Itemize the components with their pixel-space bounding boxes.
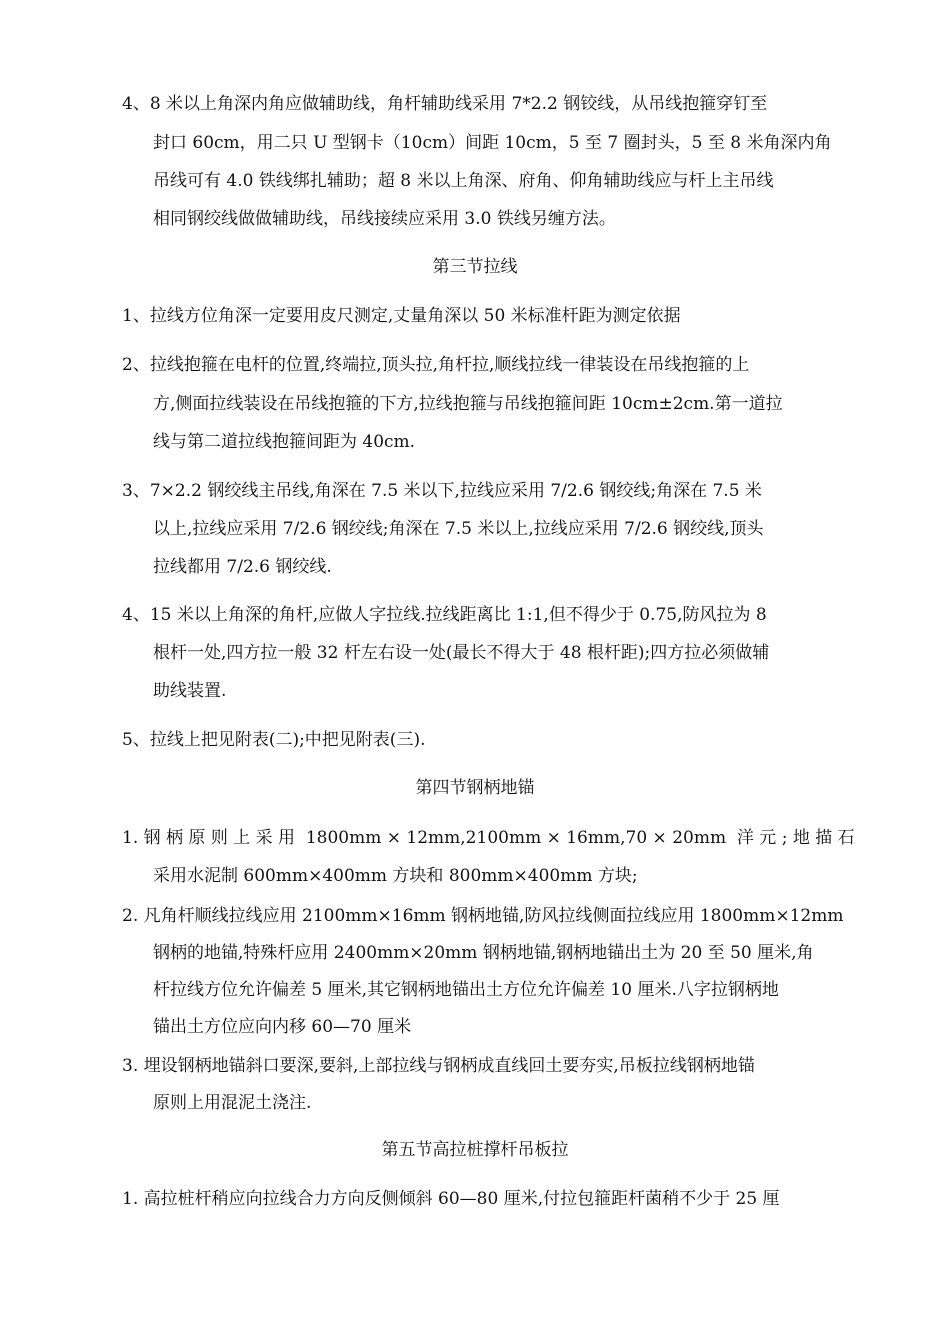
text-line: 根杆一处,四方拉一般 32 杆左右设一处(最长不得大于 48 根杆距);四方拉必须做辅 xyxy=(153,643,770,663)
text-line: 2、拉线抱箍在电杆的位置,终端拉,顶头拉,角杆拉,顺线拉线一律装设在吊线抱箍的上 xyxy=(122,355,750,375)
text-line: 5、拉线上把见附表(二);中把见附表(三). xyxy=(122,730,426,750)
text-line: 封口 60cm，用二只 U 型钢卡（10cm）间距 10cm，5 至 7 圈封头，5 至 8 米角深内角 xyxy=(153,133,832,153)
text-line: 拉线都用 7/2.6 钢绞线. xyxy=(153,557,332,577)
text-line: 钢柄的地锚,特殊杆应用 2400mm×20mm 钢柄地锚,钢柄地锚出土为 20 至 50 厘米,角 xyxy=(153,943,814,963)
text-line: 4、8 米以上角深内角应做辅助线，角杆辅助线采用 7*2.2 钢铰线，从吊线抱箍穿钉至 xyxy=(122,94,768,114)
text-line: 4、15 米以上角深的角杆,应做人字拉线.拉线距离比 1:1,但不得少于 0.75,防风拉为 8 xyxy=(122,605,767,625)
text-line: 锚出土方位应向内移 60—70 厘米 xyxy=(153,1017,412,1037)
text-line: 1. 高拉桩杆稍应向拉线合力方向反侧倾斜 60—80 厘米,付拉包箍距杆菌稍不少于 25 厘 xyxy=(122,1189,780,1209)
text-line: 3、7×2.2 钢绞线主吊线,角深在 7.5 米以下,拉线应采用 7/2.6 钢绞线;角深在 7.5 米 xyxy=(122,481,762,501)
text-line: 吊线可有 4.0 铁线绑扎辅助；超 8 米以上角深、府角、仰角辅助线应与杆上主吊线 xyxy=(153,171,774,191)
text-line: 1. 钢 柄 原 则 上 采 用 1800mm × 12mm,2100mm × 16mm,70 × 20mm 洋 元 ; 地 描 石 xyxy=(122,828,855,848)
section-heading-4: 第四节钢柄地锚 xyxy=(415,778,535,798)
text-line: 杆拉线方位允许偏差 5 厘米,其它钢柄地锚出土方位允许偏差 10 厘米.八字拉钢柄地 xyxy=(153,980,779,1000)
text-line: 1、拉线方位角深一定要用皮尺测定,丈量角深以 50 米标准杆距为测定依据 xyxy=(122,306,681,326)
text-line: 3. 埋设钢柄地锚斜口要深,要斜,上部拉线与钢柄成直线回土要夯实,吊板拉线钢柄地锚 xyxy=(122,1056,755,1076)
section-heading-5: 第五节高拉桩撑杆吊板拉 xyxy=(381,1140,569,1160)
section-heading-3: 第三节拉线 xyxy=(432,257,518,277)
text-line: 相同钢绞线做做辅助线，吊线接续应采用 3.0 铁线另缠方法。 xyxy=(153,209,616,229)
text-line: 2. 凡角杆顺线拉线应用 2100mm×16mm 钢柄地锚,防风拉线侧面拉线应用 1800mm×12mm xyxy=(122,906,844,926)
text-line: 原则上用混泥土浇注. xyxy=(153,1093,312,1113)
text-line: 方,侧面拉线装设在吊线抱箍的下方,拉线抱箍与吊线抱箍间距 10cm±2cm.第一道拉 xyxy=(153,394,783,414)
text-line: 线与第二道拉线抱箍间距为 40cm. xyxy=(153,432,416,452)
text-line: 采用水泥制 600mm×400mm 方块和 800mm×400mm 方块; xyxy=(153,866,638,886)
text-line: 以上,拉线应采用 7/2.6 钢绞线;角深在 7.5 米以上,拉线应采用 7/2.6 钢绞线,顶头 xyxy=(153,519,764,539)
text-line: 助线装置. xyxy=(153,681,227,701)
